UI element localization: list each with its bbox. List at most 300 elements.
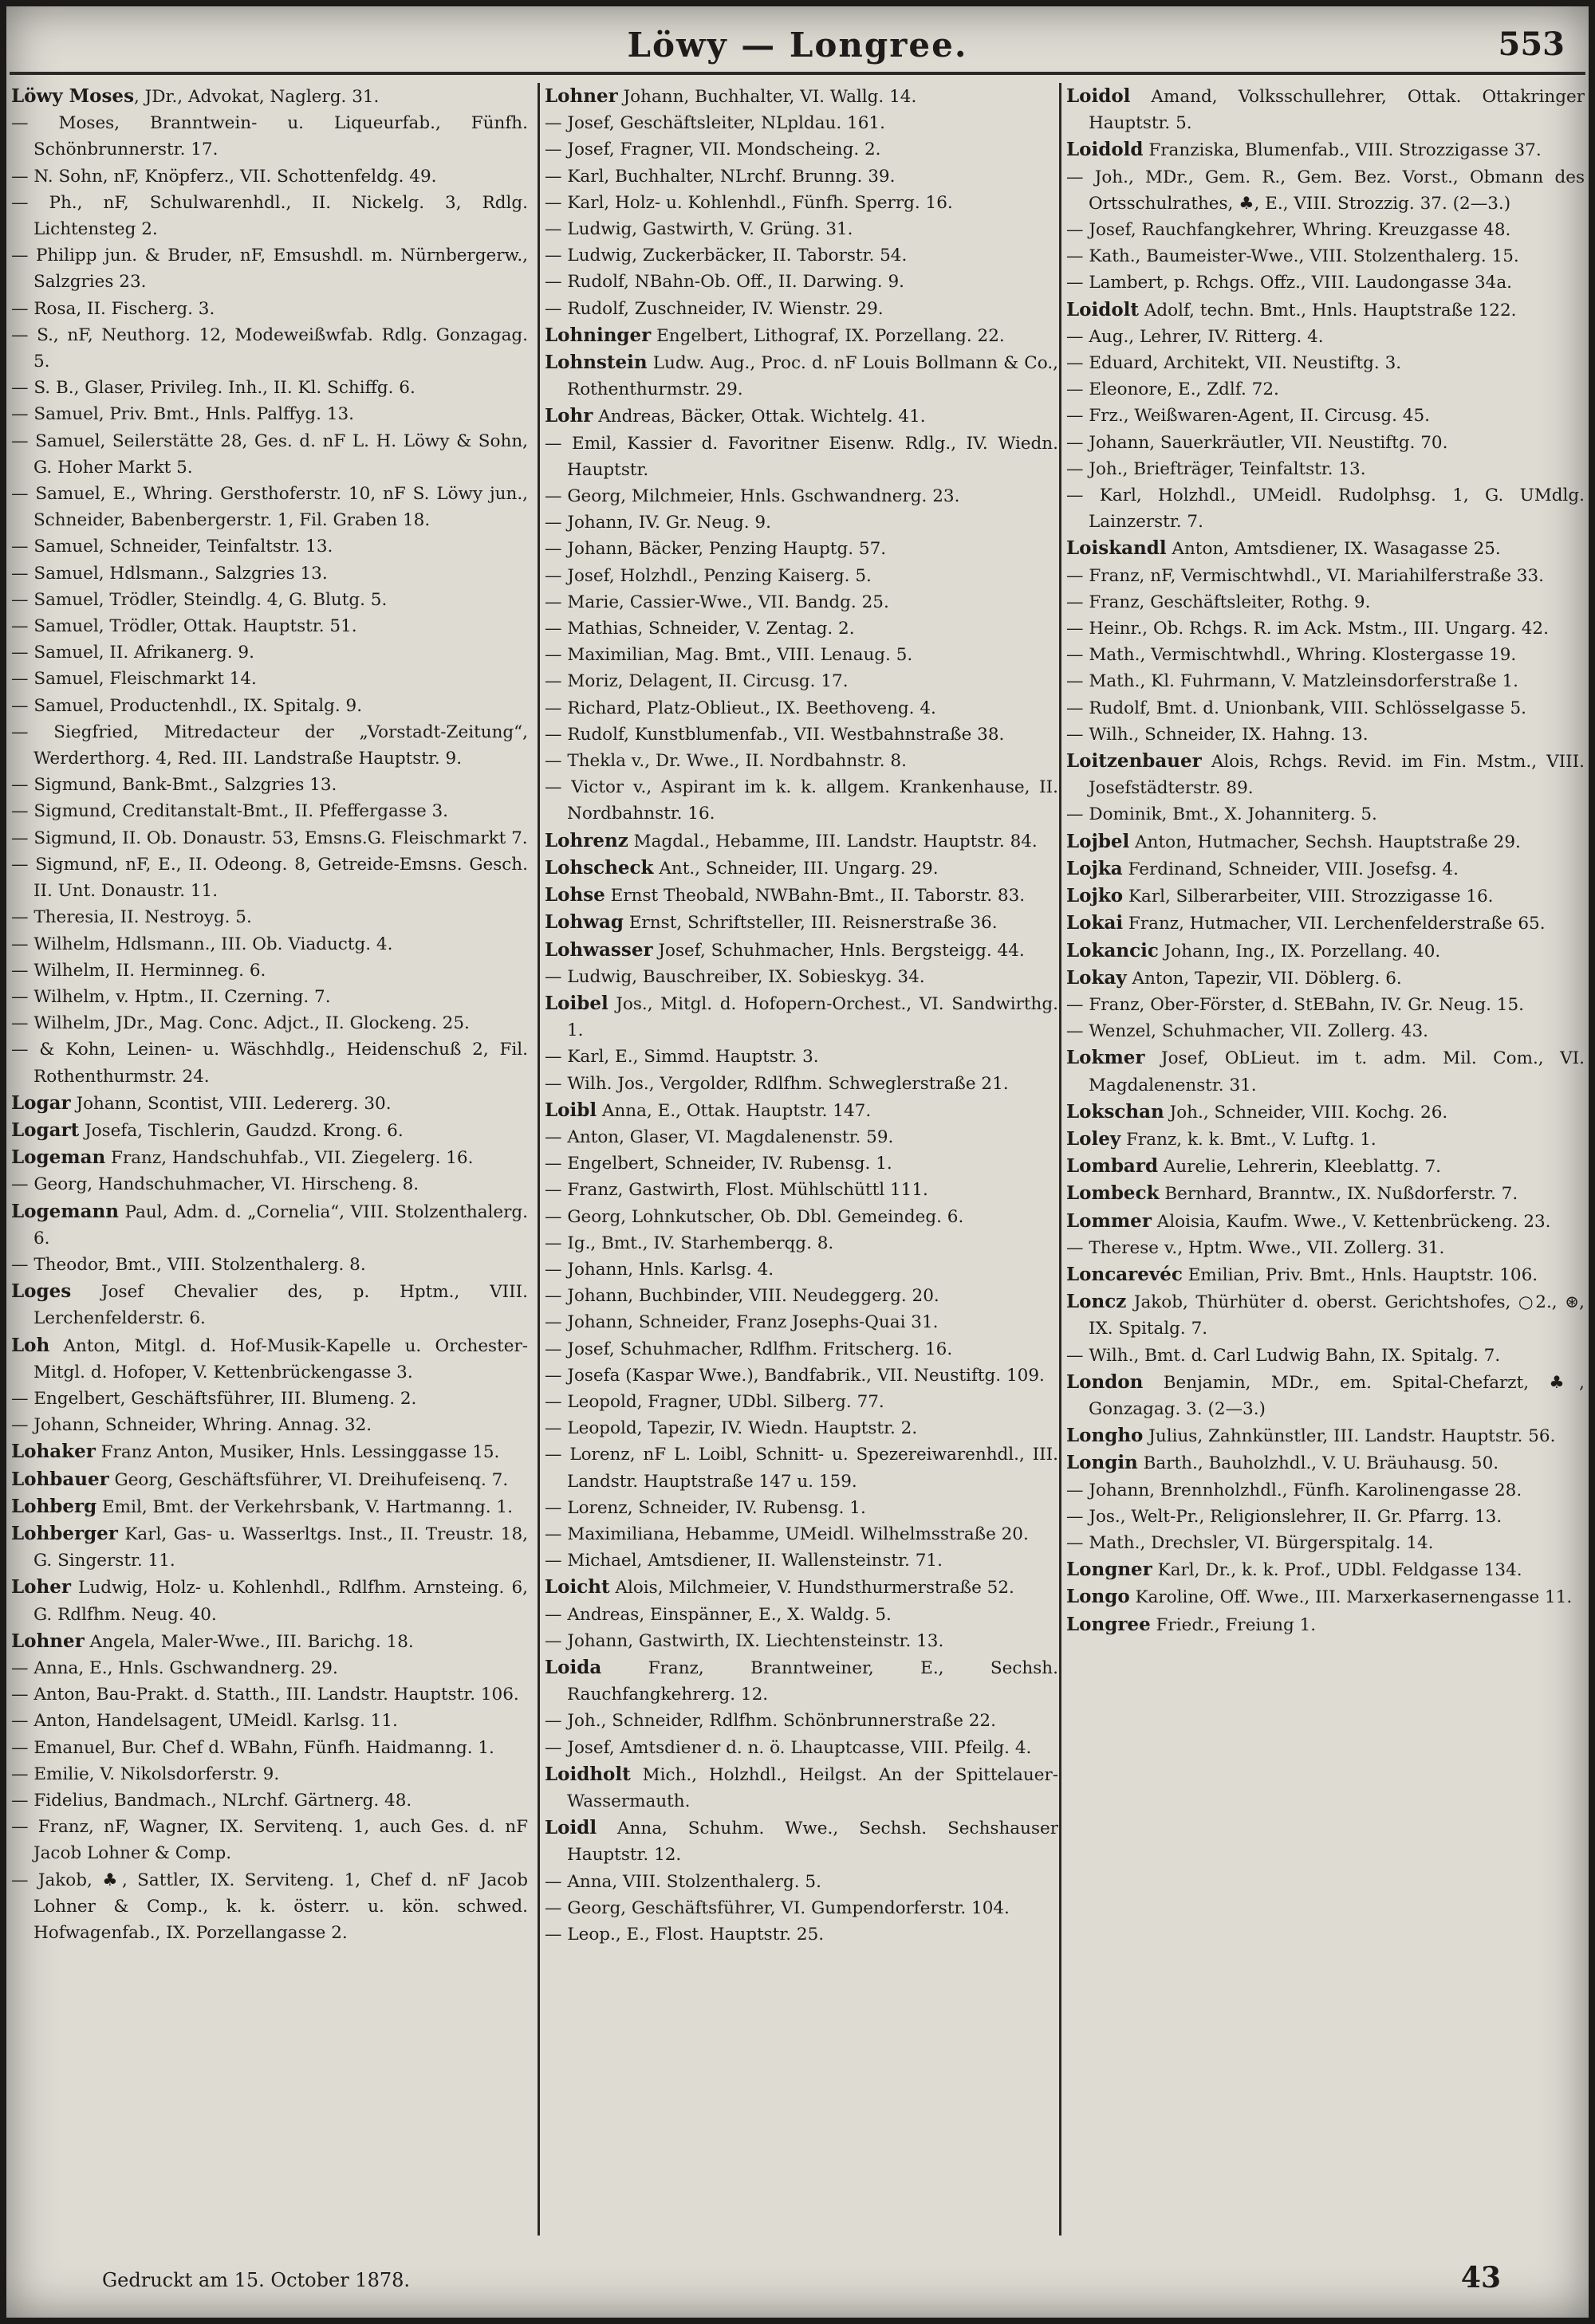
entry-details: — Wilh., Bmt. d. Carl Ludwig Bahn, IX. Spitalg. 7. — [1066, 1345, 1501, 1366]
entry-surname: Lombeck — [1066, 1182, 1160, 1205]
entry-surname: Lokai — [1066, 912, 1124, 934]
entry-details: — Joh., MDr., Gem. R., Gem. Bez. Vorst., Obmann des Ortsschulrathes, ♣, E., VIII. Strozzig. 37. (2—3.) — [1066, 167, 1585, 214]
directory-entry — [545, 1415, 1058, 1441]
directory-entry — [545, 349, 1058, 403]
entry-details: — Mathias, Schneider, V. Zentag. 2. — [545, 619, 855, 639]
entry-details: — Samuel, Priv. Bmt., Hnls. Palffyg. 13. — [11, 404, 355, 425]
directory-entry — [1066, 1556, 1585, 1583]
entry-details: — Andreas, Einspänner, E., X. Waldg. 5. — [545, 1604, 892, 1625]
entry-details: — Rudolf, NBahn-Ob. Off., II. Darwing. 9. — [545, 272, 904, 293]
directory-entry — [1066, 1477, 1585, 1504]
directory-entry — [1066, 269, 1585, 296]
entry-details: — Franz, Gastwirth, Flost. Mühlschüttl 111. — [545, 1180, 928, 1201]
entry-details: Karl, Silberarbeiter, VIII. Strozzigasse 16. — [1123, 887, 1494, 907]
directory-entry — [545, 190, 1058, 216]
entry-details: — Lambert, p. Rchgs. Offz., VIII. Laudongasse 34a. — [1066, 273, 1512, 293]
entry-surname: Logar — [11, 1091, 71, 1114]
directory-entry — [1066, 642, 1585, 668]
entry-surname: Lohberger — [11, 1522, 118, 1544]
directory-entry — [11, 1036, 528, 1089]
entry-details: — Frz., Weißwaren-Agent, II. Circusg. 45. — [1066, 406, 1430, 427]
directory-entry — [545, 748, 1058, 774]
entry-details: Anna, Schuhm. Wwe., Sechsh. Sechshauser Hauptstr. 12. — [567, 1819, 1058, 1866]
entry-details: — Thekla v., Dr. Wwe., II. Nordbahnstr. 8. — [545, 751, 907, 772]
entry-details: Ludw. Aug., Proc. d. nF Louis Bollmann & Co., Rothenthurmstr. 29. — [567, 353, 1058, 400]
directory-entry — [545, 1230, 1058, 1256]
entry-details: Jakob, Thürhüter d. oberst. Gerichtshofes, ○2., ⊛, IX. Spitalg. 7. — [1089, 1292, 1585, 1339]
directory-entry — [11, 798, 528, 824]
directory-entry — [545, 509, 1058, 536]
entry-details: — Fidelius, Bandmach., NLrchf. Gärtnerg. 48. — [11, 1791, 412, 1811]
directory-entry — [545, 431, 1058, 483]
directory-entry — [11, 958, 528, 984]
directory-entry — [545, 774, 1058, 827]
entry-details: — Franz, nF, Vermischtwhdl., VI. Mariahilferstraße 33. — [1066, 565, 1544, 586]
entry-surname: Lohrenz — [545, 829, 628, 851]
directory-entry — [545, 269, 1058, 295]
entry-details: — Lorenz, nF L. Loibl, Schnitt- u. Spezereiwarenhdl., III. Landstr. Hauptstraße 147 u. 159. — [545, 1445, 1058, 1492]
entry-details: — Eleonore, E., Zdlf. 72. — [1066, 379, 1279, 400]
directory-entry — [545, 1177, 1058, 1203]
page-header — [6, 14, 1589, 70]
directory-entry — [11, 1787, 528, 1814]
entry-details: — Franz, nF, Wagner, IX. Servitenq. 1, auch Ges. d. nF Jacob Lohner & Comp. — [11, 1817, 528, 1864]
directory-entry — [1066, 589, 1585, 615]
entry-details: — Josef, Rauchfangkehrer, Whring. Kreuzgasse 48. — [1066, 220, 1511, 241]
entry-details: Joh., Schneider, VIII. Kochg. 26. — [1164, 1102, 1448, 1123]
entry-details: — Josef, Amtsdiener d. n. ö. Lhauptcasse, VIII. Pfeilg. 4. — [545, 1737, 1032, 1758]
entry-details: — Wilh., Schneider, IX. Hahng. 13. — [1066, 724, 1369, 745]
entry-details: — Therese v., Hptm. Wwe., VII. Zollerg. 31. — [1066, 1237, 1445, 1258]
entry-details: Josefa, Tischlerin, Gaudzd. Krong. 6. — [79, 1120, 404, 1141]
column-3 — [1059, 83, 1585, 2236]
entry-details: — Aug., Lehrer, IV. Ritterg. 4. — [1066, 326, 1324, 347]
entry-details: Johann, Buchhalter, VI. Wallg. 14. — [617, 87, 917, 107]
directory-entry — [11, 666, 528, 692]
directory-columns — [11, 83, 1584, 2236]
entry-surname: Lohscheck — [545, 856, 654, 879]
directory-entry — [545, 1150, 1058, 1177]
directory-entry — [545, 1336, 1058, 1363]
directory-entry — [545, 990, 1058, 1044]
directory-entry — [11, 481, 528, 533]
directory-entry — [11, 1867, 528, 1947]
entry-details: Karl, Dr., k. k. Prof., UDbl. Feldgasse 134. — [1152, 1560, 1522, 1581]
entry-details: — Georg, Geschäftsführer, VI. Gumpendorferstr. 104. — [545, 1897, 1010, 1918]
directory-entry — [545, 322, 1058, 349]
entry-details: — Jakob, ♣, Sattler, IX. Serviteng. 1, Chef d. nF Jacob Lohner & Comp., k. k. österr. u. kön. schwed. Hofwagenfab., IX. Porzellangasse 2. — [11, 1870, 528, 1944]
entry-details: — Josef, Fragner, VII. Mondscheing. 2. — [545, 140, 881, 160]
directory-entry — [545, 1389, 1058, 1415]
directory-page — [6, 6, 1589, 2318]
entry-details: — Johann, Schneider, Whring. Annag. 32. — [11, 1415, 372, 1436]
entry-surname: Longin — [1066, 1452, 1138, 1474]
entry-details: — Ludwig, Gastwirth, V. Grüng. 31. — [545, 219, 853, 240]
entry-details: — Ph., nF, Schulwarenhdl., II. Nickelg. 3, Rdlg. Lichtensteg 2. — [11, 192, 528, 240]
directory-entry — [545, 1521, 1058, 1547]
entry-details: Engelbert, Lithograf, IX. Porzellang. 22. — [651, 325, 1005, 346]
entry-details: Karoline, Off. Wwe., III. Marxerkasernengasse 11. — [1129, 1587, 1573, 1608]
entry-details: Alois, Rchgs. Revid. im Fin. Mstm., VIII. Josefstädterstr. 89. — [1089, 752, 1585, 799]
entry-details: — Dominik, Bmt., X. Johanniterg. 5. — [1066, 804, 1377, 825]
entry-details: — Engelbert, Schneider, IV. Rubensg. 1. — [545, 1154, 892, 1174]
entry-details: Friedr., Freiung 1. — [1150, 1614, 1317, 1635]
entry-details: — Marie, Cassier-Wwe., VII. Bandg. 25. — [545, 592, 889, 612]
entry-details: Ernst Theobald, NWBahn-Bmt., II. Taborstr. 83. — [605, 886, 1026, 906]
directory-entry — [545, 855, 1058, 882]
entry-details: — Maximiliana, Hebamme, UMeidl. Wilhelmsstraße 20. — [545, 1524, 1029, 1544]
directory-entry — [1066, 722, 1585, 748]
entry-surname: Lokay — [1066, 966, 1127, 989]
entry-surname: Loncarevéc — [1066, 1263, 1183, 1285]
entry-surname: Loher — [11, 1576, 71, 1598]
entry-details: — Michael, Amtsdiener, II. Wallensteinstr. 71. — [545, 1551, 943, 1571]
entry-details: Mich., Holzhdl., Heilgst. An der Spittelauer-Wassermauth. — [567, 1764, 1058, 1811]
directory-entry — [545, 1124, 1058, 1150]
entry-surname: Loitzenbauer — [1066, 750, 1202, 773]
entry-surname: Lohse — [545, 884, 605, 906]
directory-entry — [1066, 1208, 1585, 1235]
entry-surname: Loidold — [1066, 139, 1144, 161]
directory-entry — [545, 668, 1058, 694]
entry-surname: Lohberg — [11, 1495, 97, 1517]
entry-details: Amand, Volksschullehrer, Ottak. Ottakringer Hauptstr. 5. — [1089, 87, 1585, 134]
directory-entry — [545, 1044, 1058, 1070]
entry-details: Franz, Hutmacher, VII. Lerchenfelderstraße 65. — [1123, 914, 1546, 934]
header-rule — [10, 72, 1585, 75]
directory-entry — [1066, 1504, 1585, 1530]
entry-details: — Wilhelm, II. Herminneg. 6. — [11, 960, 266, 981]
directory-entry — [1066, 430, 1585, 456]
directory-entry — [1066, 1235, 1585, 1261]
entry-details: — Siegfried, Mitredacteur der „Vorstadt-Zeitung“, Werderthorg. 4, Red. III. Landstraße Hauptstr. 9. — [11, 722, 528, 769]
entry-details: — Samuel, Productenhdl., IX. Spitalg. 9. — [11, 695, 363, 716]
entry-details: Georg, Geschäftsführer, VI. Dreihufeisenq. 7. — [108, 1469, 509, 1490]
entry-details: — Engelbert, Geschäftsführer, III. Blumeng. 2. — [11, 1388, 417, 1409]
directory-entry — [545, 1574, 1058, 1601]
directory-entry — [1066, 297, 1585, 324]
entry-details: Johann, Ing., IX. Porzellang. 40. — [1158, 941, 1441, 961]
entry-details: — Leopold, Fragner, UDbl. Silberg. 77. — [545, 1391, 884, 1412]
entry-details: — Philipp jun. & Bruder, nF, Emsushdl. m. Nürnbergerw., Salzgries 23. — [11, 246, 528, 293]
entry-details: — Samuel, Trödler, Ottak. Hauptstr. 51. — [11, 616, 357, 637]
entry-surname: Lommer — [1066, 1209, 1152, 1232]
directory-entry — [545, 483, 1058, 509]
directory-entry — [11, 163, 528, 190]
directory-entry — [545, 536, 1058, 562]
entry-surname: Loidolt — [1066, 298, 1140, 320]
entry-details: — Joh., Briefträger, Teinfaltstr. 13. — [1066, 458, 1366, 479]
directory-entry — [1066, 1369, 1585, 1422]
entry-surname: Lohwag — [545, 911, 624, 934]
directory-entry — [545, 163, 1058, 190]
directory-entry — [545, 1256, 1058, 1283]
directory-entry — [11, 533, 528, 560]
directory-entry — [11, 639, 528, 666]
entry-details: Barth., Bauholzhdl., V. U. Bräuhausg. 50. — [1137, 1453, 1499, 1474]
directory-entry — [1066, 164, 1585, 217]
directory-entry — [1066, 801, 1585, 828]
directory-entry — [11, 1386, 528, 1412]
directory-entry — [11, 1171, 528, 1197]
entry-details: — Ludwig, Zuckerbäcker, II. Taborstr. 54. — [545, 246, 908, 266]
directory-entry — [11, 1493, 528, 1520]
directory-entry — [1066, 695, 1585, 722]
entry-surname: Loida — [545, 1656, 602, 1678]
directory-entry — [1066, 910, 1585, 937]
directory-entry — [545, 722, 1058, 748]
entry-details: — Math., Drechsler, VI. Bürgerspitalg. 14. — [1066, 1532, 1434, 1553]
directory-entry — [545, 964, 1058, 990]
entry-details: — Sigmund, Bank-Bmt., Salzgries 13. — [11, 775, 337, 796]
entry-details: Emil, Bmt. der Verkehrsbank, V. Hartmanng. 1. — [96, 1496, 513, 1517]
directory-entry — [1066, 1611, 1585, 1638]
directory-entry — [11, 1090, 528, 1117]
entry-details: Magdal., Hebamme, III. Landstr. Hauptstr. 84. — [628, 831, 1038, 851]
entry-details: — Emil, Kassier d. Favoritner Eisenw. Rdlg., IV. Wiedn. Hauptstr. — [545, 433, 1058, 480]
directory-entry — [545, 1654, 1058, 1708]
entry-surname: Loh — [11, 1334, 50, 1356]
entry-details: Ant., Schneider, III. Ungarg. 29. — [653, 858, 939, 879]
directory-entry — [11, 719, 528, 772]
entry-details: Aloisia, Kaufm. Wwe., V. Kettenbrückeng. 23. — [1151, 1211, 1551, 1232]
entry-surname: London — [1066, 1370, 1144, 1393]
directory-entry — [1066, 403, 1585, 429]
directory-entry — [545, 1309, 1058, 1335]
entry-details: — Josef, Holzhdl., Penzing Kaiserg. 5. — [545, 565, 872, 586]
entry-surname: Lohner — [545, 85, 618, 107]
entry-surname: Longo — [1066, 1586, 1130, 1608]
entry-details: — Samuel, II. Afrikanerg. 9. — [11, 643, 254, 663]
directory-entry — [11, 1735, 528, 1761]
page-title: Löwy — Longree. — [627, 26, 968, 65]
column-1 — [11, 83, 528, 2236]
directory-entry — [11, 190, 528, 242]
directory-entry — [11, 1655, 528, 1681]
entry-surname: Longree — [1066, 1613, 1151, 1635]
directory-entry — [545, 1204, 1058, 1230]
directory-entry — [545, 1735, 1058, 1761]
entry-details: — Johann, Brennholzhdl., Fünfh. Karolinengasse 28. — [1066, 1480, 1522, 1500]
entry-details: Ferdinand, Schneider, VIII. Josefsg. 4. — [1122, 859, 1459, 879]
directory-entry — [11, 1252, 528, 1278]
entry-details: — Ig., Bmt., IV. Starhemberqg. 8. — [545, 1233, 834, 1253]
directory-entry — [11, 587, 528, 613]
directory-entry — [11, 1466, 528, 1493]
directory-entry — [11, 1574, 528, 1627]
directory-entry — [545, 1628, 1058, 1654]
directory-entry — [11, 693, 528, 719]
entry-details: — Wenzel, Schuhmacher, VII. Zollerg. 43. — [1066, 1021, 1428, 1042]
directory-entry — [11, 242, 528, 295]
entry-surname: Lohr — [545, 405, 593, 427]
entry-details: — Wilhelm, v. Hptm., II. Czerning. 7. — [11, 986, 331, 1007]
entry-surname: Loley — [1066, 1127, 1121, 1150]
entry-details: — S., nF, Neuthorg. 12, Modeweißwfab. Rdlg. Gonzagag. 5. — [11, 324, 528, 372]
entry-details: — Johann, Buchbinder, VIII. Neudeggerg. 20. — [545, 1286, 939, 1307]
entry-details: — Karl, E., Simmd. Hauptstr. 3. — [545, 1047, 819, 1068]
entry-details: — Rudolf, Kunstblumenfab., VII. Westbahnstraße 38. — [545, 724, 1005, 745]
directory-entry — [545, 296, 1058, 322]
entry-details: Franz, Branntweiner, E., Sechsh. Rauchfangkehrerg. 12. — [567, 1657, 1058, 1705]
entry-surname: Loibl — [545, 1099, 597, 1121]
entry-details: Aurelie, Lehrerin, Kleeblattg. 7. — [1158, 1157, 1441, 1178]
entry-details: — Rudolf, Zuschneider, IV. Wienstr. 29. — [545, 298, 884, 319]
entry-details: — Heinr., Ob. Rchgs. R. im Ack. Mstm., III. Ungarg. 42. — [1066, 619, 1549, 639]
entry-details: — Wilh. Jos., Vergolder, Rdlfhm. Schweglerstraße 21. — [545, 1073, 1009, 1094]
entry-details: Ernst, Schriftsteller, III. Reisnerstraße 36. — [624, 913, 998, 934]
directory-entry — [545, 83, 1058, 110]
entry-details: , JDr., Advokat, Naglerg. 31. — [134, 87, 380, 107]
entry-details: — Emanuel, Bur. Chef d. WBahn, Fünfh. Haidmanng. 1. — [11, 1737, 494, 1758]
entry-details: — Eduard, Architekt, VII. Neustiftg. 3. — [1066, 353, 1402, 374]
directory-entry — [1066, 938, 1585, 965]
entry-surname: Lombard — [1066, 1155, 1159, 1178]
entry-details: — S. B., Glaser, Privileg. Inh., II. Kl. Schiffg. 6. — [11, 378, 415, 399]
directory-entry — [11, 428, 528, 481]
directory-entry — [545, 110, 1058, 136]
directory-entry — [545, 1097, 1058, 1124]
directory-entry — [1066, 883, 1585, 910]
entry-details: — Wilhelm, JDr., Mag. Conc. Adjct., II. Glockeng. 25. — [11, 1013, 470, 1034]
directory-entry — [1066, 1044, 1585, 1098]
entry-surname: Longho — [1066, 1425, 1144, 1447]
entry-details: Adolf, techn. Bmt., Hnls. Hauptstraße 122. — [1139, 300, 1517, 320]
directory-entry — [545, 216, 1058, 242]
entry-details: Karl, Gas- u. Wasserltgs. Inst., II. Treustr. 18, G. Singerstr. 11. — [33, 1524, 528, 1571]
directory-entry — [1066, 1153, 1585, 1180]
entry-surname: Loidholt — [545, 1763, 631, 1785]
entry-details: — Leop., E., Flost. Hauptstr. 25. — [545, 1925, 825, 1945]
directory-entry — [1066, 136, 1585, 163]
directory-entry — [11, 1144, 528, 1171]
entry-details: Bernhard, Branntw., IX. Nußdorferstr. 7. — [1159, 1184, 1518, 1205]
entry-details: Julius, Zahnkünstler, III. Landstr. Hauptstr. 56. — [1143, 1426, 1556, 1447]
directory-entry — [11, 83, 528, 110]
entry-details: Anton, Mitgl. d. Hof-Musik-Kapelle u. Orchester-Mitgl. d. Hofoper, V. Kettenbrückengasse 3. — [33, 1335, 528, 1382]
entry-details: — Kath., Baumeister-Wwe., VIII. Stolzenthalerg. 15. — [1066, 246, 1519, 267]
entry-surname: Lohwasser — [545, 938, 653, 961]
entry-surname: Lohner — [11, 1630, 85, 1652]
entry-details: — Victor v., Aspirant im k. k. allgem. Krankenhause, II. Nordbahnstr. 16. — [545, 777, 1058, 824]
directory-entry — [1066, 1261, 1585, 1288]
directory-entry — [11, 984, 528, 1010]
directory-entry — [11, 1628, 528, 1655]
entry-surname: Logemann — [11, 1200, 119, 1222]
directory-entry — [11, 296, 528, 322]
entry-details: — Johann, Gastwirth, IX. Liechtensteinstr. 13. — [545, 1630, 944, 1651]
entry-details: — Karl, Holzhdl., UMeidl. Rudolphsg. 1, G. UMdlg. Lainzerstr. 7. — [1066, 486, 1585, 533]
directory-entry — [545, 242, 1058, 269]
directory-entry — [545, 695, 1058, 722]
entry-details: — Ludwig, Bauschreiber, IX. Sobieskyg. 34. — [545, 966, 925, 987]
directory-entry — [11, 851, 528, 904]
directory-entry — [545, 909, 1058, 936]
entry-surname: Loidol — [1066, 85, 1131, 107]
entry-details: — Josefa (Kaspar Wwe.), Bandfabrik., VII. Neustiftg. 109. — [545, 1365, 1045, 1386]
directory-entry — [1066, 1099, 1585, 1126]
entry-details: Johann, Scontist, VIII. Ledererg. 30. — [70, 1093, 392, 1114]
directory-entry — [1066, 1422, 1585, 1449]
entry-details: — Anton, Glaser, VI. Magdalenenstr. 59. — [545, 1127, 894, 1147]
directory-entry — [545, 1441, 1058, 1494]
entry-details: — Anna, VIII. Stolzenthalerg. 5. — [545, 1871, 821, 1892]
directory-entry — [11, 110, 528, 163]
directory-entry — [545, 136, 1058, 163]
entry-details: — Theodor, Bmt., VIII. Stolzenthalerg. 8. — [11, 1254, 366, 1275]
entry-surname: Longner — [1066, 1559, 1152, 1581]
entry-surname: Lokschan — [1066, 1100, 1164, 1123]
entry-details: — Emilie, V. Nikolsdorferstr. 9. — [11, 1764, 280, 1784]
entry-details: — & Kohn, Leinen- u. Wäschhdlg., Heidenschuß 2, Fil. Rothenthurmstr. 24. — [11, 1040, 528, 1087]
entry-details: — Rosa, II. Fischerg. 3. — [11, 298, 215, 319]
entry-details: — Math., Vermischtwhdl., Whring. Klostergasse 19. — [1066, 645, 1517, 666]
directory-entry — [545, 1895, 1058, 1921]
entry-details: — Karl, Buchhalter, NLrchf. Brunng. 39. — [545, 166, 896, 187]
directory-entry — [1066, 324, 1585, 350]
entry-details: — Johann, Schneider, Franz Josephs-Quai 31. — [545, 1312, 939, 1333]
entry-details: — Samuel, Seilerstätte 28, Ges. d. nF L. H. Löwy & Sohn, G. Hoher Markt 5. — [11, 431, 528, 478]
entry-details: — Moriz, Delagent, II. Circusg. 17. — [545, 671, 849, 692]
entry-details: — Georg, Lohnkutscher, Ob. Dbl. Gemeindeg. 6. — [545, 1206, 964, 1227]
entry-details: Anton, Hutmacher, Sechsh. Hauptstraße 29. — [1129, 832, 1521, 852]
entry-surname: Logart — [11, 1119, 80, 1141]
entry-details: — Georg, Milchmeier, Hnls. Gschwandnerg. 23. — [545, 486, 960, 507]
directory-entry — [545, 1761, 1058, 1815]
directory-entry — [545, 1602, 1058, 1628]
directory-entry — [1066, 965, 1585, 992]
entry-surname: Löwy Moses — [11, 85, 135, 107]
directory-entry — [545, 642, 1058, 668]
entry-details: — Samuel, Schneider, Teinfaltstr. 13. — [11, 537, 333, 557]
page-footer — [6, 2255, 1589, 2302]
entry-details: — Wilhelm, Hdlsmann., III. Ob. Viaductg. 4. — [11, 934, 393, 954]
directory-entry — [11, 1278, 528, 1331]
directory-entry — [11, 401, 528, 427]
directory-entry — [545, 1547, 1058, 1574]
entry-details: — Johann, Hnls. Karlsg. 4. — [545, 1259, 774, 1280]
directory-entry — [11, 375, 528, 401]
entry-details: — Samuel, Trödler, Steindlg. 4, G. Blutg. 5. — [11, 589, 388, 610]
entry-surname: Lohaker — [11, 1441, 96, 1463]
directory-entry — [1066, 83, 1585, 136]
directory-entry — [11, 1681, 528, 1708]
page-number: 553 — [1498, 26, 1565, 63]
directory-entry — [1066, 828, 1585, 855]
directory-entry — [545, 828, 1058, 855]
entry-details: — Richard, Platz-Oblieut., IX. Beethoveng. 4. — [545, 698, 936, 718]
directory-entry — [11, 1761, 528, 1787]
entry-surname: Lokmer — [1066, 1047, 1145, 1069]
directory-entry — [11, 322, 528, 375]
directory-entry — [1066, 1583, 1585, 1610]
entry-details: Ludwig, Holz- u. Kohlenhdl., Rdlfhm. Arnsteing. 6, G. Rdlfhm. Neug. 40. — [33, 1578, 528, 1625]
entry-details: Emilian, Priv. Bmt., Hnls. Hauptstr. 106. — [1182, 1264, 1538, 1285]
directory-entry — [1066, 1530, 1585, 1556]
entry-details: — Maximilian, Mag. Bmt., VIII. Lenaug. 5. — [545, 645, 913, 666]
directory-entry — [11, 1010, 528, 1036]
directory-entry — [545, 589, 1058, 615]
entry-details: — Joh., Schneider, Rdlfhm. Schönbrunnerstraße 22. — [545, 1711, 996, 1732]
entry-details: — Johann, Bäcker, Penzing Hauptg. 57. — [545, 539, 887, 560]
entry-details: — Samuel, Fleischmarkt 14. — [11, 669, 257, 690]
entry-details: Franz Anton, Musiker, Hnls. Lessinggasse 15. — [95, 1442, 500, 1463]
print-date: Gedruckt am 15. October 1878. — [102, 2269, 411, 2291]
directory-entry — [545, 1071, 1058, 1097]
entry-surname: Lohbauer — [11, 1468, 109, 1490]
directory-entry — [1066, 376, 1585, 403]
directory-entry — [1066, 243, 1585, 269]
